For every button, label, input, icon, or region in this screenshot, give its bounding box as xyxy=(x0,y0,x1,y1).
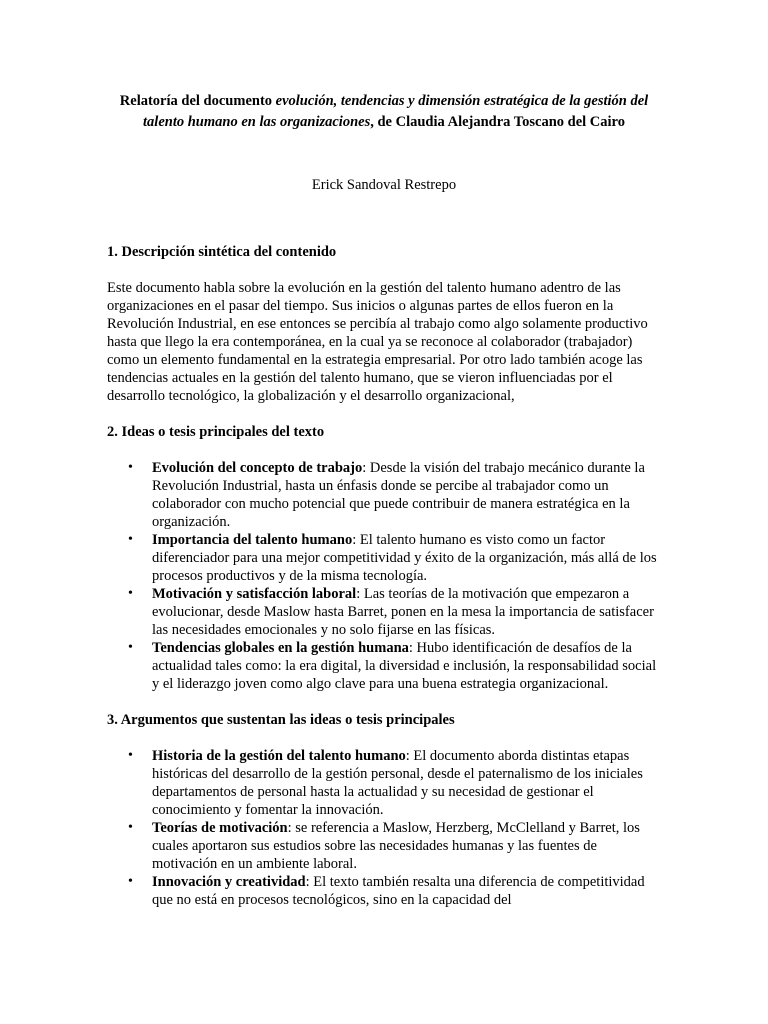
bullet-icon: • xyxy=(128,640,133,655)
section-1-paragraph: Este documento habla sobre la evolución en la gestión del talento humano adentro de las organizaciones en el pasar del tiempo. Sus inicios o algunas partes de ellos fueron en la Revolución Industrial, en ese entonces se percibía al trabajo como algo solamente productivo hasta que llego la era contemporánea, en la cual ya se reconoce al colaborador (trabajador) como un elemento fundamental en la estrategia empresarial. Por otro lado también acoge las tendencias actuales en la gestión del talento humano, que se vieron influenciadas por el desarrollo tecnológico, la globalización y el desarrollo organizacional, xyxy=(107,280,648,404)
list-item xyxy=(128,873,661,909)
list-item-text: : Hubo identificación de desafíos de la actualidad tales como: la era digital, la diversidad e inclusión, la responsabilidad social y el liderazgo joven como algo clave para una buena estrategia organizacional. xyxy=(152,640,657,692)
list-item-text: : se referencia a Maslow, Herzberg, McClelland y Barret, los cuales aportaron sus estudios sobre las necesidades humanas y las fuentes de motivación en un ambiente laboral. xyxy=(152,820,640,872)
list-item-text: : El talento humano es visto como un factor diferenciador para una mejor competitividad y éxito de la organización, más allá de los procesos productivos y de la misma tecnología. xyxy=(152,532,657,584)
section-1-heading: 1. Descripción sintética del contenido xyxy=(107,244,337,260)
bullet-icon: • xyxy=(128,820,133,835)
section-2-heading: 2. Ideas o tesis principales del texto xyxy=(107,424,325,440)
list-item-text: : El texto también resalta una diferencia de competitividad que no está en procesos tecnológicos, sino en la capacidad del xyxy=(152,874,645,908)
list-item-term: Motivación y satisfacción laboral xyxy=(152,586,357,602)
list-item xyxy=(128,585,661,639)
section-2-list xyxy=(107,459,661,693)
bullet-icon: • xyxy=(128,748,133,763)
author-name: Erick Sandoval Restrepo xyxy=(311,177,457,193)
list-item-text: : El documento aborda distintas etapas históricas del desarrollo de la gestión personal, desde el paternalismo de los iniciales departamentos de personal hasta la actualidad y su necesidad de gestionar el conocimiento y fomentar la innovación. xyxy=(152,748,643,818)
list-item xyxy=(128,819,661,873)
list-item-term: Teorías de motivación xyxy=(152,820,288,836)
list-item-text: : Las teorías de la motivación que empezaron a evolucionar, desde Maslow hasta Barret, ponen en la mesa la importancia de satisfacer las necesidades emocionales y no solo fijarse en las físicas. xyxy=(152,586,654,638)
list-item xyxy=(128,459,661,531)
bullet-icon: • xyxy=(128,532,133,547)
list-item xyxy=(128,531,661,585)
document-title xyxy=(107,91,661,133)
list-item-term: Tendencias globales en la gestión humana xyxy=(152,640,409,656)
title-suffix: , de Claudia Alejandra Toscano del Cairo xyxy=(370,114,625,130)
list-item-term: Historia de la gestión del talento humano xyxy=(152,748,406,764)
list-item-text: : Desde la visión del trabajo mecánico durante la Revolución Industrial, hasta un énfasis donde se percibe al trabajador como un colaborador con mucho potencial que puede contribuir de manera estratégica en la organización. xyxy=(152,460,645,530)
section-3-heading: 3. Argumentos que sustentan las ideas o tesis principales xyxy=(107,712,455,728)
title-prefix: Relatoría del documento xyxy=(119,93,276,109)
list-item-term: Evolución del concepto de trabajo xyxy=(152,460,363,476)
list-item-term: Innovación y creatividad xyxy=(152,874,306,890)
bullet-icon: • xyxy=(128,460,133,475)
bullet-icon: • xyxy=(128,586,133,601)
list-item xyxy=(128,639,661,693)
bullet-icon: • xyxy=(128,874,133,889)
section-3-list xyxy=(107,747,661,909)
title-italic: evolución, tendencias y dimensión estratégica de la gestión del talento humano en las organizaciones xyxy=(143,93,649,130)
list-item-term: Importancia del talento humano xyxy=(152,532,353,548)
list-item xyxy=(128,747,661,819)
